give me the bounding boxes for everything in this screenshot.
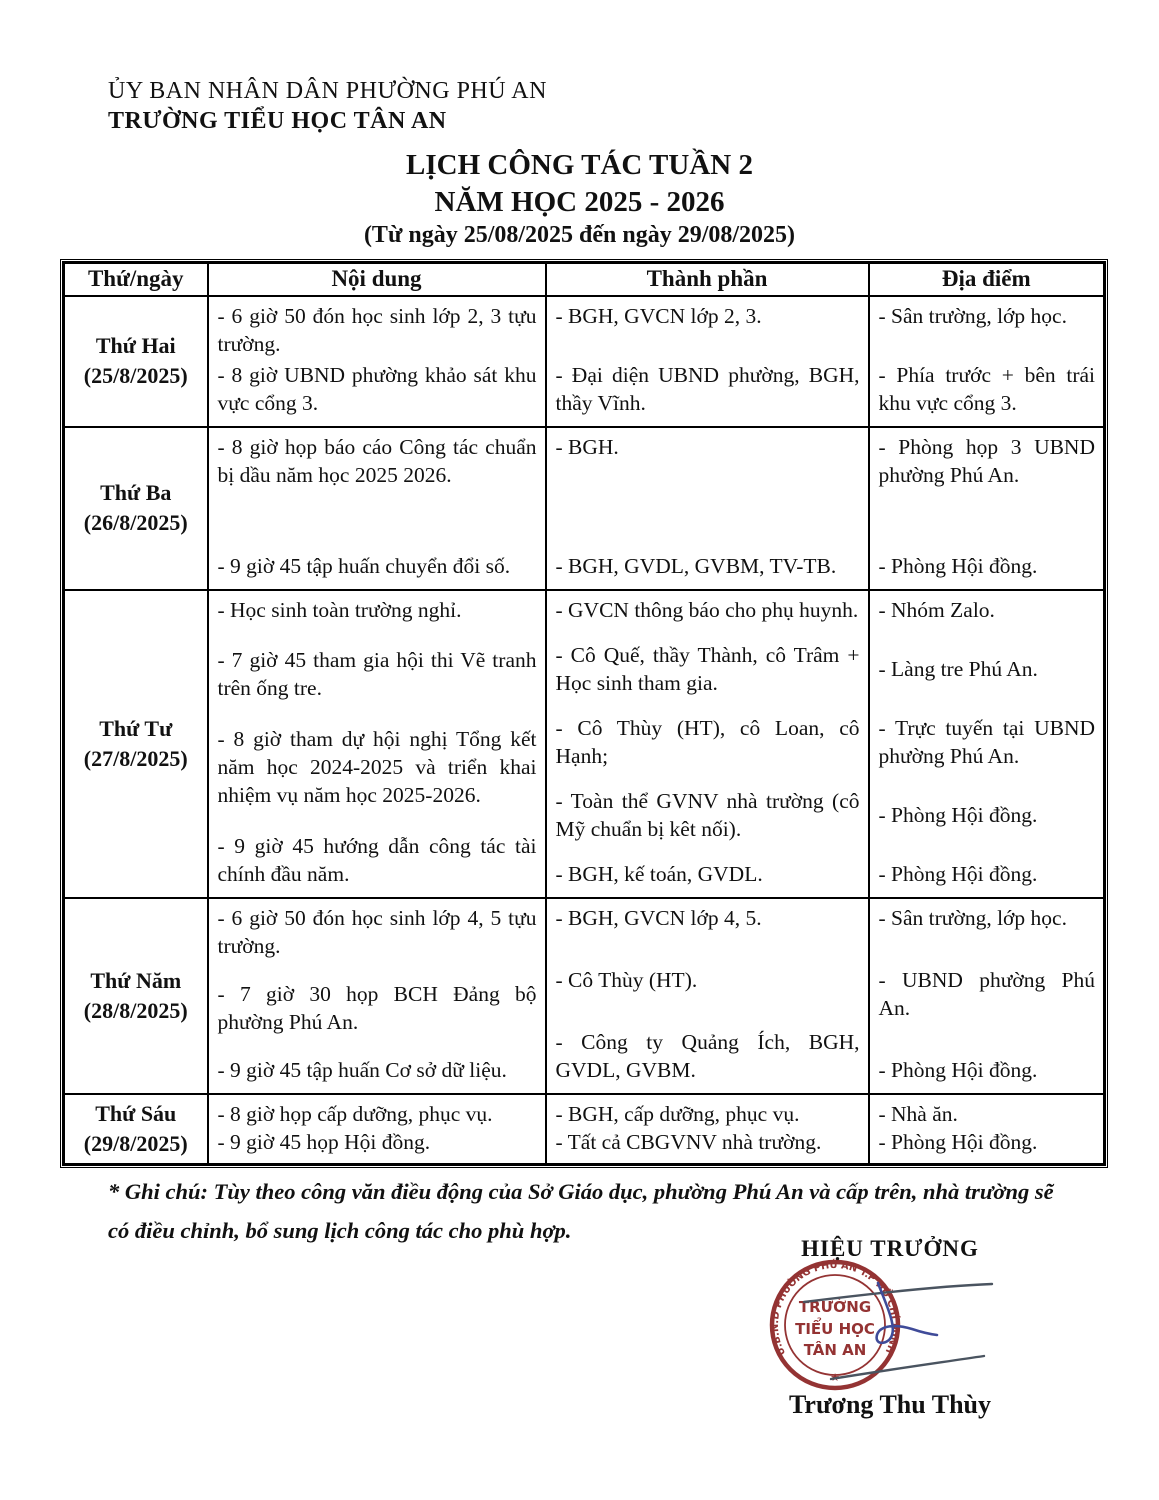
column-header: Thành phần: [546, 263, 869, 296]
org-name-parent: ỦY BAN NHÂN DÂN PHƯỜNG PHÚ AN: [108, 78, 547, 104]
document-title: LỊCH CÔNG TÁC TUẦN 2: [406, 149, 753, 181]
schedule-item: - BGH, kế toán, GVDL.: [555, 862, 763, 887]
footnote: * Ghi chú: Tùy theo công văn điều động của Sở Giáo dục, phường Phú An và cấp trên, nhà trường sẽ có điều chỉnh, bổ sung lịch công tác cho phù hợp.: [108, 1179, 1054, 1244]
content-cell: [208, 898, 546, 1094]
schedule-item: - BGH, GVDL, GVBM, TV-TB.: [555, 554, 837, 579]
schedule-item: - BGH, cấp dưỡng, phục vụ.: [555, 1101, 800, 1126]
stamp-star-icon: ★: [830, 1372, 840, 1384]
location-cell: [869, 590, 1105, 898]
day-date: (25/8/2025): [83, 363, 188, 388]
schedule-item: - Cô Thùy (HT), cô Loan, cô Hạnh;: [555, 715, 860, 768]
schedule-item: - Phòng Hội đồng.: [878, 803, 1038, 828]
schedule-item: - Phòng họp 3 UBND phường Phú An.: [878, 434, 1095, 487]
day-label: Thứ Ba: [100, 480, 172, 506]
schedule-item: - 8 giờ họp báo cáo Công tác chuẩn bị dầu năm học 2025 2026.: [217, 434, 537, 487]
schedule-row: [64, 296, 1105, 427]
signer-role-title: HIỆU TRƯỞNG: [801, 1236, 979, 1261]
column-header: Nội dung: [208, 263, 546, 296]
stamp-ring-text: U.B.N.D PHƯỜNG PHÚ AN T.P HỒ CHÍ MINH: [769, 1259, 901, 1358]
day-date: (27/8/2025): [83, 745, 188, 771]
location-cell: [869, 427, 1105, 590]
org-name-school: TRƯỜNG TIỂU HỌC TÂN AN: [108, 108, 447, 134]
column-header: Thứ/ngày: [64, 263, 208, 296]
schedule-item: - Phòng Hội đồng.: [878, 554, 1038, 579]
participants-cell: [546, 590, 869, 898]
schedule-row: [64, 1094, 1105, 1165]
stamp-center-line3: TÂN AN: [803, 1341, 867, 1359]
schedule-item: - 8 giờ tham dự hội nghị Tổng kết năm học 2024-2025 và triển khai nhiệm vụ năm học 2025-2026.: [217, 727, 537, 808]
location-cell: [869, 898, 1105, 1094]
schedule-item: - 9 giờ 45 tập huấn chuyển đổi số.: [217, 554, 511, 579]
schedule-item: - Học sinh toàn trường nghỉ.: [217, 597, 462, 622]
schedule-item: - Cô Thùy (HT).: [555, 967, 698, 992]
schedule-item: - BGH, GVCN lớp 4, 5.: [555, 905, 762, 930]
day-cell: [64, 296, 208, 427]
schedule-item: - Phía trước + bên trái khu vực cổng 3.: [878, 363, 1095, 416]
content-cell: [208, 427, 546, 590]
schedule-row: [64, 590, 1105, 898]
stamp-center-line2: TIỂU HỌC: [795, 1320, 875, 1338]
schedule-item: - 9 giờ 45 tập huấn Cơ sở dữ liệu.: [217, 1058, 507, 1083]
day-cell: [64, 590, 208, 898]
schedule-item: - 6 giờ 50 đón học sinh lớp 4, 5 tựu trường.: [217, 905, 537, 958]
participants-cell: [546, 427, 869, 590]
day-cell: [64, 1094, 208, 1165]
document-date-range: (Từ ngày 25/08/2025 đến ngày 29/08/2025): [363, 222, 796, 248]
schedule-row: [64, 898, 1105, 1094]
participants-cell: [546, 898, 869, 1094]
schedule-item: - 6 giờ 50 đón học sinh lớp 2, 3 tựu trường.: [217, 303, 537, 356]
schedule-item: - Toàn thể GVNV nhà trường (cô Mỹ chuẩn bị kêt nối).: [555, 789, 860, 842]
schedule-item: - Làng tre Phú An.: [878, 656, 1038, 681]
schedule-item: - Sân trường, lớp học.: [878, 905, 1067, 930]
day-cell: [64, 898, 208, 1094]
schedule-item: - 7 giờ 45 tham gia hội thi Vẽ tranh trên ống tre.: [217, 648, 537, 701]
day-label: Thứ Hai: [95, 333, 176, 359]
location-cell: [869, 1094, 1105, 1165]
schedule-item: - Phòng Hội đồng.: [878, 862, 1038, 887]
day-label: Thứ Tư: [99, 715, 173, 741]
schedule-item: - 7 giờ 30 họp BCH Đảng bộ phường Phú An.: [217, 981, 537, 1035]
column-header: Địa điểm: [869, 263, 1105, 296]
schedule-item: - Nhà ăn.: [878, 1101, 958, 1126]
schedule-table-header: [64, 263, 1105, 296]
day-label: Thứ Năm: [90, 967, 182, 993]
day-date: (26/8/2025): [83, 510, 188, 535]
schedule-item: - Đại diện UBND phường, BGH, thầy Vĩnh.: [555, 363, 860, 416]
schedule-item: - 8 giờ UBND phường khảo sát khu vực cổng 3.: [217, 363, 537, 416]
schedule-item: - Nhóm Zalo.: [878, 597, 995, 622]
schedule-item: - UBND phường Phú An.: [878, 967, 1095, 1020]
stamp-center-line1: TRƯỜNG: [798, 1298, 872, 1316]
schedule-item: - Cô Quế, thầy Thành, cô Trâm + Học sinh tham gia.: [555, 642, 860, 695]
day-cell: [64, 427, 208, 590]
schedule-item: - GVCN thông báo cho phụ huynh.: [555, 597, 859, 622]
schedule-item: - Phòng Hội đồng.: [878, 1058, 1038, 1083]
schedule-item: - BGH, GVCN lớp 2, 3.: [555, 303, 762, 328]
schedule-item: - Phòng Hội đồng.: [878, 1129, 1038, 1154]
schedule-item: - Công ty Quảng Ích, BGH, GVDL, GVBM.: [555, 1030, 860, 1083]
schedule-item: - 9 giờ 45 hướng dẫn công tác tài chính đầu năm.: [217, 834, 537, 887]
participants-cell: [546, 1094, 869, 1165]
signer-name: Trương Thu Thùy: [789, 1390, 991, 1419]
schedule-item: - 9 giờ 45 họp Hội đồng.: [217, 1129, 431, 1154]
content-cell: [208, 1094, 546, 1165]
content-cell: [208, 296, 546, 427]
day-date: (29/8/2025): [83, 1130, 188, 1156]
schedule-item: - BGH.: [555, 434, 619, 459]
schedule-item: - Sân trường, lớp học.: [878, 303, 1067, 328]
principal-signature-icon: [790, 1272, 1095, 1390]
schedule-row: [64, 427, 1105, 590]
content-cell: [208, 590, 546, 898]
schedule-item: - 8 giờ họp cấp dưỡng, phục vụ.: [217, 1101, 493, 1126]
day-label: Thứ Sáu: [95, 1101, 177, 1127]
location-cell: [869, 296, 1105, 427]
day-date: (28/8/2025): [83, 997, 188, 1023]
document-subtitle-year: NĂM HỌC 2025 - 2026: [434, 186, 725, 218]
participants-cell: [546, 296, 869, 427]
schedule-item: - Trực tuyến tại UBND phường Phú An.: [878, 715, 1095, 768]
schedule-item: - Tất cả CBGVNV nhà trường.: [555, 1129, 822, 1154]
schedule-table: [62, 261, 1106, 1166]
